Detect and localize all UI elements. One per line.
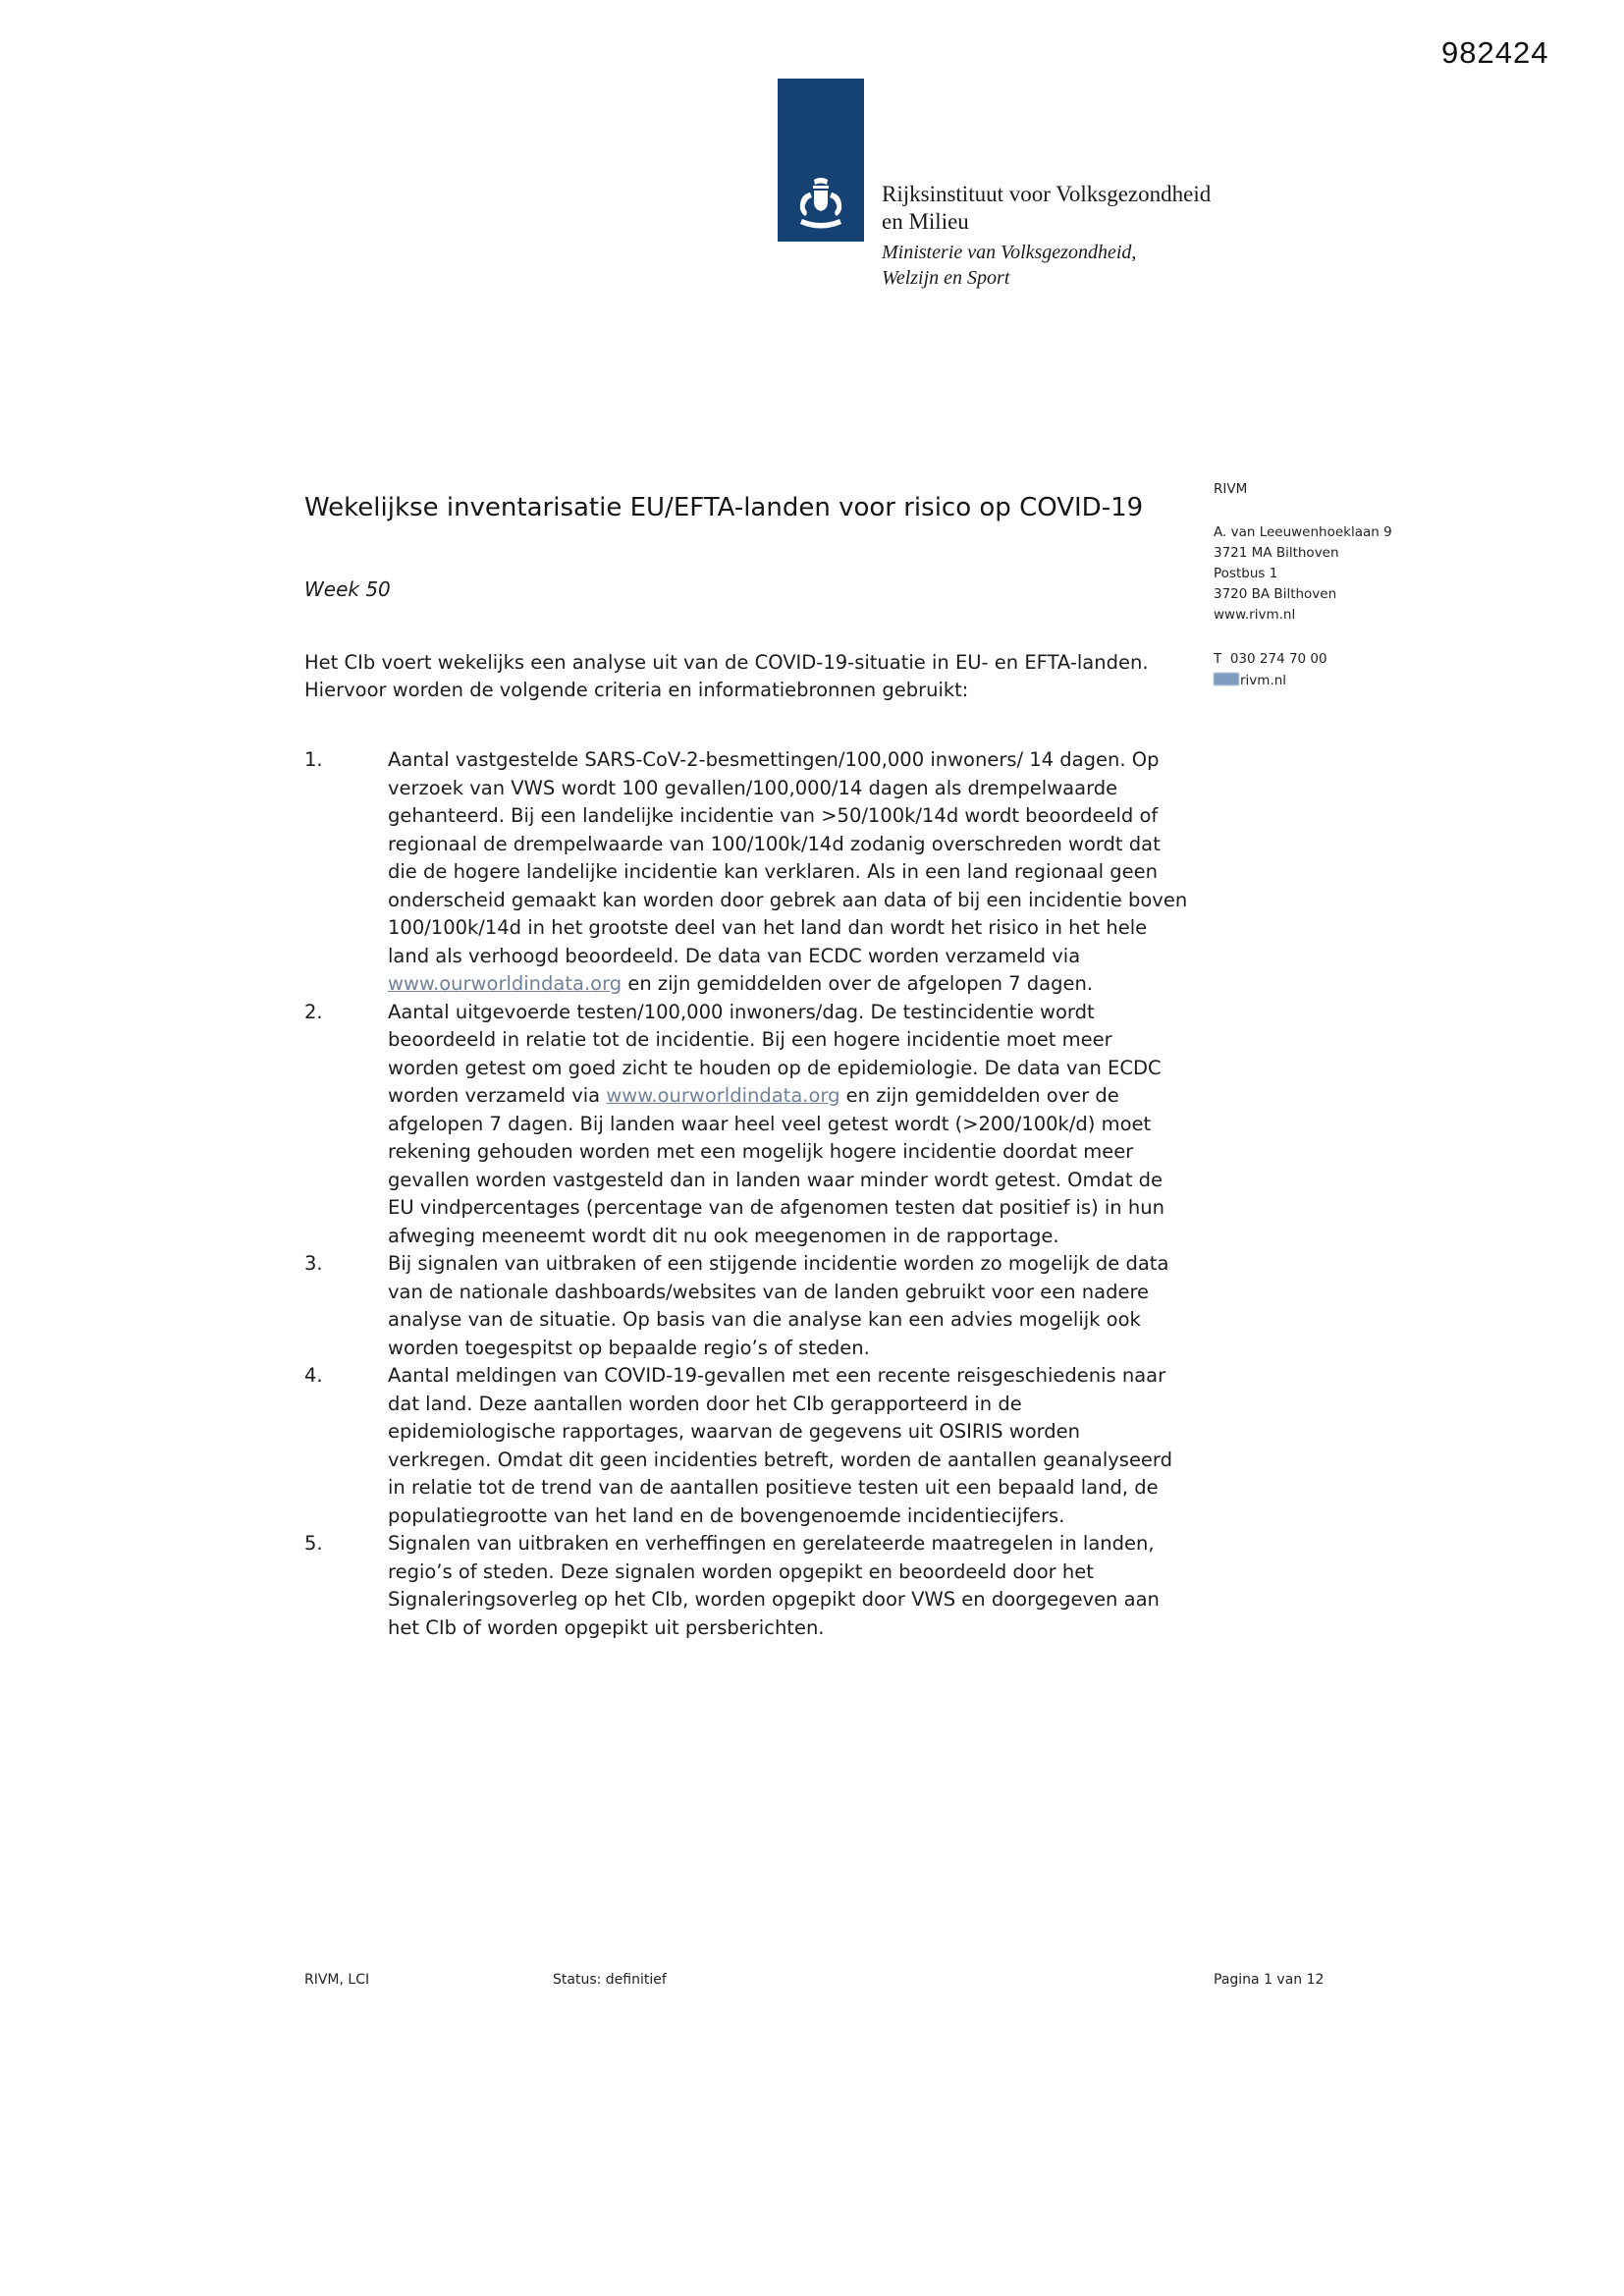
address-line: A. van Leeuwenhoeklaan 9 [1214,524,1392,540]
list-item-number: 2. [304,1000,323,1023]
coat-of-arms-icon [794,176,847,237]
list-item-number: 4. [304,1364,323,1387]
logo-blue-bar [778,79,864,242]
criteria-list [304,746,1188,1642]
ministry-line1: Ministerie van Volksgezondheid, [882,242,1137,263]
address-line: 3721 MA Bilthoven [1214,545,1339,561]
page-title: Wekelijkse inventarisatie EU/EFTA-landen voor risico op COVID-19 [304,493,1144,523]
document-number: 982424 [1441,35,1549,70]
org-name-line2: en Milieu [882,209,969,234]
list-item [304,1530,1188,1642]
sidebar-email [1214,671,1528,691]
list-item-number: 5. [304,1532,323,1555]
ourworldindata-link[interactable]: www.ourworldindata.org [388,972,623,995]
redaction-box [1214,673,1239,685]
list-item-text: Aantal vastgestelde SARS-CoV-2-besmettingen/100,000 inwoners/ 14 dagen. Op verzoek van VWS wordt 100 gevallen/100,000/14 dagen als drempelwaarde gehanteerd. Bij een landelijke incidentie van >50/100k/14d wordt beoordeeld of regionaal de drempelwaarde van 100/100k/14d zodanig overschreden wordt dat die de hogere landelijke incidentie kan verklaren. Als in een land regionaal geen onderscheid gemaakt kan worden door gebrek aan data of bij een incidentie boven 100/100k/14d in het grootste deel van het land dan wordt het risico in het hele land als verhoogd beoordeeld. De data van ECDC worden verzameld via www.ourworldindata.org en zijn gemiddelden over de afgelopen 7 dagen. [388,748,1188,995]
footer-status: Status: definitief [553,1972,667,1988]
contact-sidebar [1214,479,1528,691]
list-item [304,999,1188,1251]
sidebar-website: www.rivm.nl [1214,607,1296,623]
ministry-line2: Welzijn en Sport [882,267,1010,289]
list-item-text: Signalen van uitbraken en verheffingen en gerelateerde maatregelen in landen, regio’s of steden. Deze signalen worden opgepikt en beoordeeld door het Signaleringsoverleg op het CIb, worden opgepikt door VWS en doorgegeven aan het CIb of worden opgepikt uit persberichten. [388,1532,1160,1639]
sidebar-org-name: RIVM [1214,481,1248,497]
footer-page-number: Pagina 1 van 12 [1214,1972,1325,1988]
logo-wordmark [882,181,1333,291]
list-item-number: 3. [304,1252,323,1275]
list-item-number: 1. [304,748,323,771]
address-line: 3720 BA Bilthoven [1214,586,1337,602]
list-item-text: Bij signalen van uitbraken of een stijgende incidentie worden zo mogelijk de data van de nationale dashboards/websites van de landen gebruikt voor een nadere analyse van de situatie. Op basis van die analyse kan een advies mogelijk ook worden toegespitst op bepaalde regio’s of steden. [388,1252,1169,1359]
list-item [304,1362,1188,1530]
email-visible-part: rivm.nl [1240,673,1287,688]
list-item-text: Aantal meldingen van COVID-19-gevallen met een recente reisgeschiedenis naar dat land. Deze aantallen worden door het CIb gerapporteerd in de epidemiologische rapportages, waarvan de gegevens uit OSIRIS worden verkregen. Omdat dit geen incidenties betreft, worden de aantallen geanalyseerd in relatie tot de trend van de aantallen positieve testen uit een bepaald land, de populatiegrootte van het land en de bovengenoemde incidentiecijfers. [388,1364,1172,1527]
address-line: Postbus 1 [1214,566,1278,581]
sidebar-phone: T 030 274 70 00 [1214,651,1327,667]
rijksoverheid-logo [778,79,1212,289]
week-label: Week 50 [304,577,391,601]
list-item-text: Aantal uitgevoerde testen/100,000 inwoners/dag. De testincidentie wordt beoordeeld in relatie tot de incidentie. Bij een hogere incidentie moet meer worden getest om goed zicht te houden op de epidemiologie. De data van ECDC worden verzameld via www.ourworldindata.org en zijn gemiddelden over de afgelopen 7 dagen. Bij landen waar heel veel getest wordt (>200/100k/d) moet rekening gehouden worden met een mogelijk hogere incidentie doordat meer gevallen worden vastgesteld dan in landen waar minder wordt getest. Omdat de EU vindpercentages (percentage van de afgenomen testen dat positief is) in hun afweging meeneemt wordt dit nu ook meegenomen in de rapportage. [388,1000,1164,1247]
ourworldindata-link[interactable]: www.ourworldindata.org [606,1084,840,1107]
org-name-line1: Rijksinstituut voor Volksgezondheid [882,182,1212,206]
footer-org: RIVM, LCI [304,1972,370,1988]
list-item [304,746,1188,999]
sidebar-address [1214,522,1528,626]
list-item [304,1250,1188,1362]
intro-paragraph: Het CIb voert wekelijks een analyse uit van de COVID-19-situatie in EU- en EFTA-landen. Hiervoor worden de volgende criteria en informatiebronnen gebruikt: [304,650,1149,701]
page-footer [0,1972,1624,1995]
ministry-name [882,240,1333,291]
